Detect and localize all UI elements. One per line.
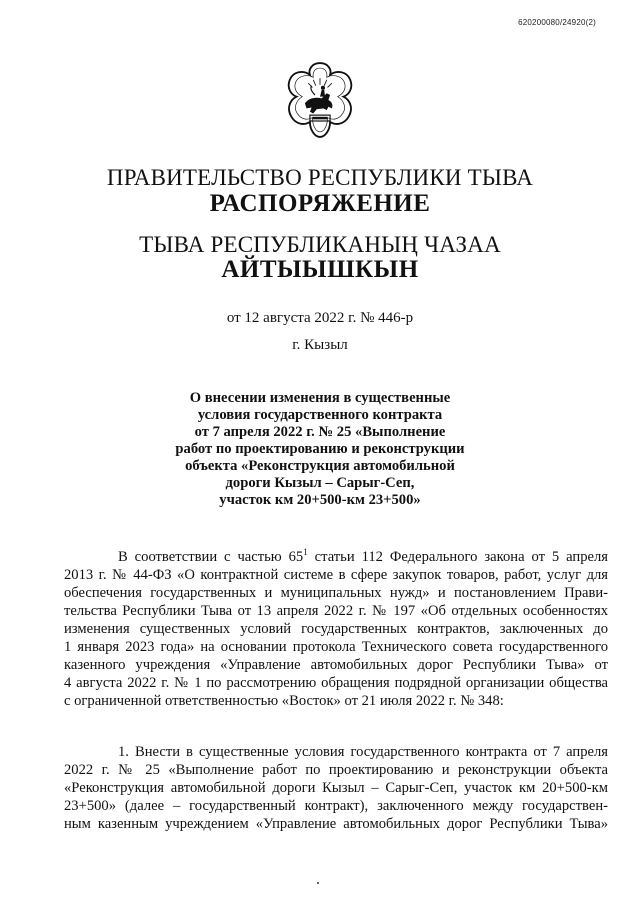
paragraph-line: 23+500» (далее – государственный контракт), заключенного между государствен- bbox=[64, 798, 608, 814]
paragraph-line: «Реконструкция автомобильной дороги Кызыл – Сарыг-Сеп, участок км 20+500-км bbox=[64, 780, 608, 796]
government-title-tv: ТЫВА РЕСПУБЛИКАНЫҢ ЧАЗАА bbox=[139, 232, 501, 257]
order-title-ru: РАСПОРЯЖЕНИЕ bbox=[209, 190, 431, 217]
order-date: от 12 августа 2022 г. № 446-р bbox=[226, 310, 414, 326]
text-fragment: статьи 112 Федерального закона от 5 апреля bbox=[307, 549, 608, 565]
subject-line: дороги Кызыл – Сарыг-Сеп, bbox=[225, 475, 415, 491]
paragraph-line: 1. Внести в существенные условия государственного контракта от 7 апреля bbox=[118, 744, 608, 760]
tuva-coat-of-arms-icon bbox=[278, 58, 362, 142]
paragraph-line: обеспечения государственных и муниципальных нужд» и постановлением Прави- bbox=[64, 585, 608, 601]
subject-line: условия государственного контракта bbox=[197, 407, 443, 423]
paragraph-line: с ограниченной ответственностью «Восток» от 21 июля 2022 г. № 348: bbox=[64, 693, 504, 709]
paragraph-line: ным казенным учреждением «Управление автомобильных дорог Республики Тыва» bbox=[64, 816, 608, 832]
preamble-paragraph bbox=[64, 548, 608, 710]
order-city: г. Кызыл bbox=[292, 337, 348, 353]
clause-1-paragraph bbox=[64, 743, 608, 833]
document-number: 620200080/24920(2) bbox=[518, 18, 596, 27]
order-subject bbox=[170, 390, 470, 509]
government-title-ru: ПРАВИТЕЛЬСТВО РЕСПУБЛИКИ ТЫВА bbox=[106, 165, 534, 190]
subject-line: работ по проектированию и реконструкции bbox=[175, 441, 465, 457]
paragraph-line: казенного учреждения «Управление автомобильных дорог Республики Тыва» от bbox=[64, 657, 608, 673]
paragraph-line bbox=[64, 548, 608, 566]
paragraph-line: 4 августа 2022 г. № 1 по рассмотрению обращения подрядной организации общества bbox=[64, 675, 608, 691]
paragraph-line: изменения существенных условий государственных контрактов, заключенных до bbox=[64, 621, 608, 637]
paragraph-line: 1 января 2023 года» на основании протокола Технического совета государственного bbox=[64, 639, 608, 655]
paragraph-line: 2022 г. № 25 «Выполнение работ по проектированию и реконструкции объекта bbox=[64, 762, 608, 778]
paragraph-line: тельства Республики Тыва от 13 апреля 2022 г. № 197 «Об отдельных особенностях bbox=[64, 603, 608, 619]
subject-line: участок км 20+500-км 23+500» bbox=[219, 492, 421, 508]
subject-line: О внесении изменения в существенные bbox=[189, 390, 451, 406]
paragraph-line: 2013 г. № 44-ФЗ «О контрактной системе в сфере закупок товаров, работ, услуг для bbox=[64, 567, 608, 583]
subject-line: объекта «Реконструкция автомобильной bbox=[185, 458, 455, 474]
superscript: 1 bbox=[303, 547, 308, 558]
subject-line: от 7 апреля 2022 г. № 25 «Выполнение bbox=[194, 424, 446, 440]
order-title-tv: АЙТЫЫШКЫН bbox=[221, 256, 419, 283]
text-fragment: В соответствии с частью 65 bbox=[118, 549, 304, 565]
page-mark bbox=[317, 882, 319, 884]
